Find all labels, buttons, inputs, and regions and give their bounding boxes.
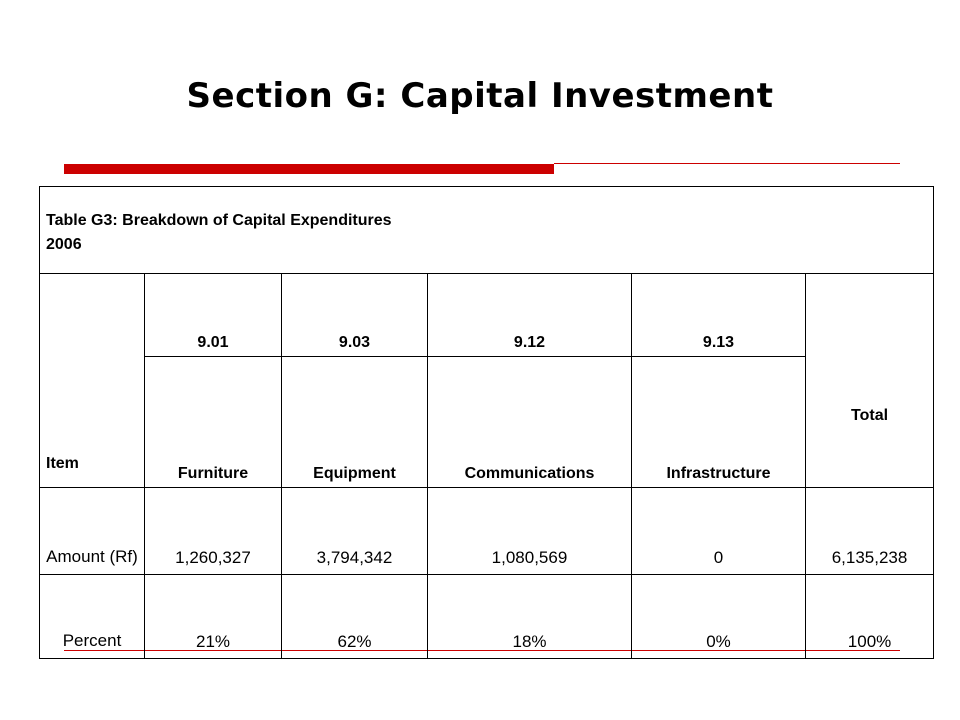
amount-cell: 3,794,342 — [282, 488, 428, 575]
code-header: 9.01 — [145, 274, 282, 357]
amount-total-cell: 6,135,238 — [806, 488, 934, 575]
table-caption — [40, 187, 934, 274]
amount-cell: 1,260,327 — [145, 488, 282, 575]
percent-cell: 62% — [282, 575, 428, 659]
table-row — [40, 488, 934, 575]
code-header: 9.12 — [428, 274, 632, 357]
percent-cell: 21% — [145, 575, 282, 659]
percent-cell: 0% — [632, 575, 806, 659]
total-header: Total — [806, 274, 934, 488]
code-header: 9.13 — [632, 274, 806, 357]
capital-expenditures-table — [39, 186, 934, 659]
table-caption-title: Table G3: Breakdown of Capital Expenditures — [46, 212, 392, 229]
page-title: Section G: Capital Investment — [186, 76, 774, 116]
category-header: Equipment — [282, 357, 428, 488]
percent-cell: 18% — [428, 575, 632, 659]
table-row — [40, 575, 934, 659]
item-header: Item — [40, 274, 145, 488]
amount-cell: 0 — [632, 488, 806, 575]
category-header: Infrastructure — [632, 357, 806, 488]
code-header: 9.03 — [282, 274, 428, 357]
amount-cell: 1,080,569 — [428, 488, 632, 575]
accent-bar-thick — [64, 164, 554, 174]
category-header: Communications — [428, 357, 632, 488]
row-label-percent: Percent — [40, 575, 145, 659]
category-header: Furniture — [145, 357, 282, 488]
table-caption-year: 2006 — [46, 236, 82, 253]
accent-line-top — [554, 163, 900, 164]
row-label-amount: Amount (Rf) — [40, 488, 145, 575]
percent-total-cell: 100% — [806, 575, 934, 659]
